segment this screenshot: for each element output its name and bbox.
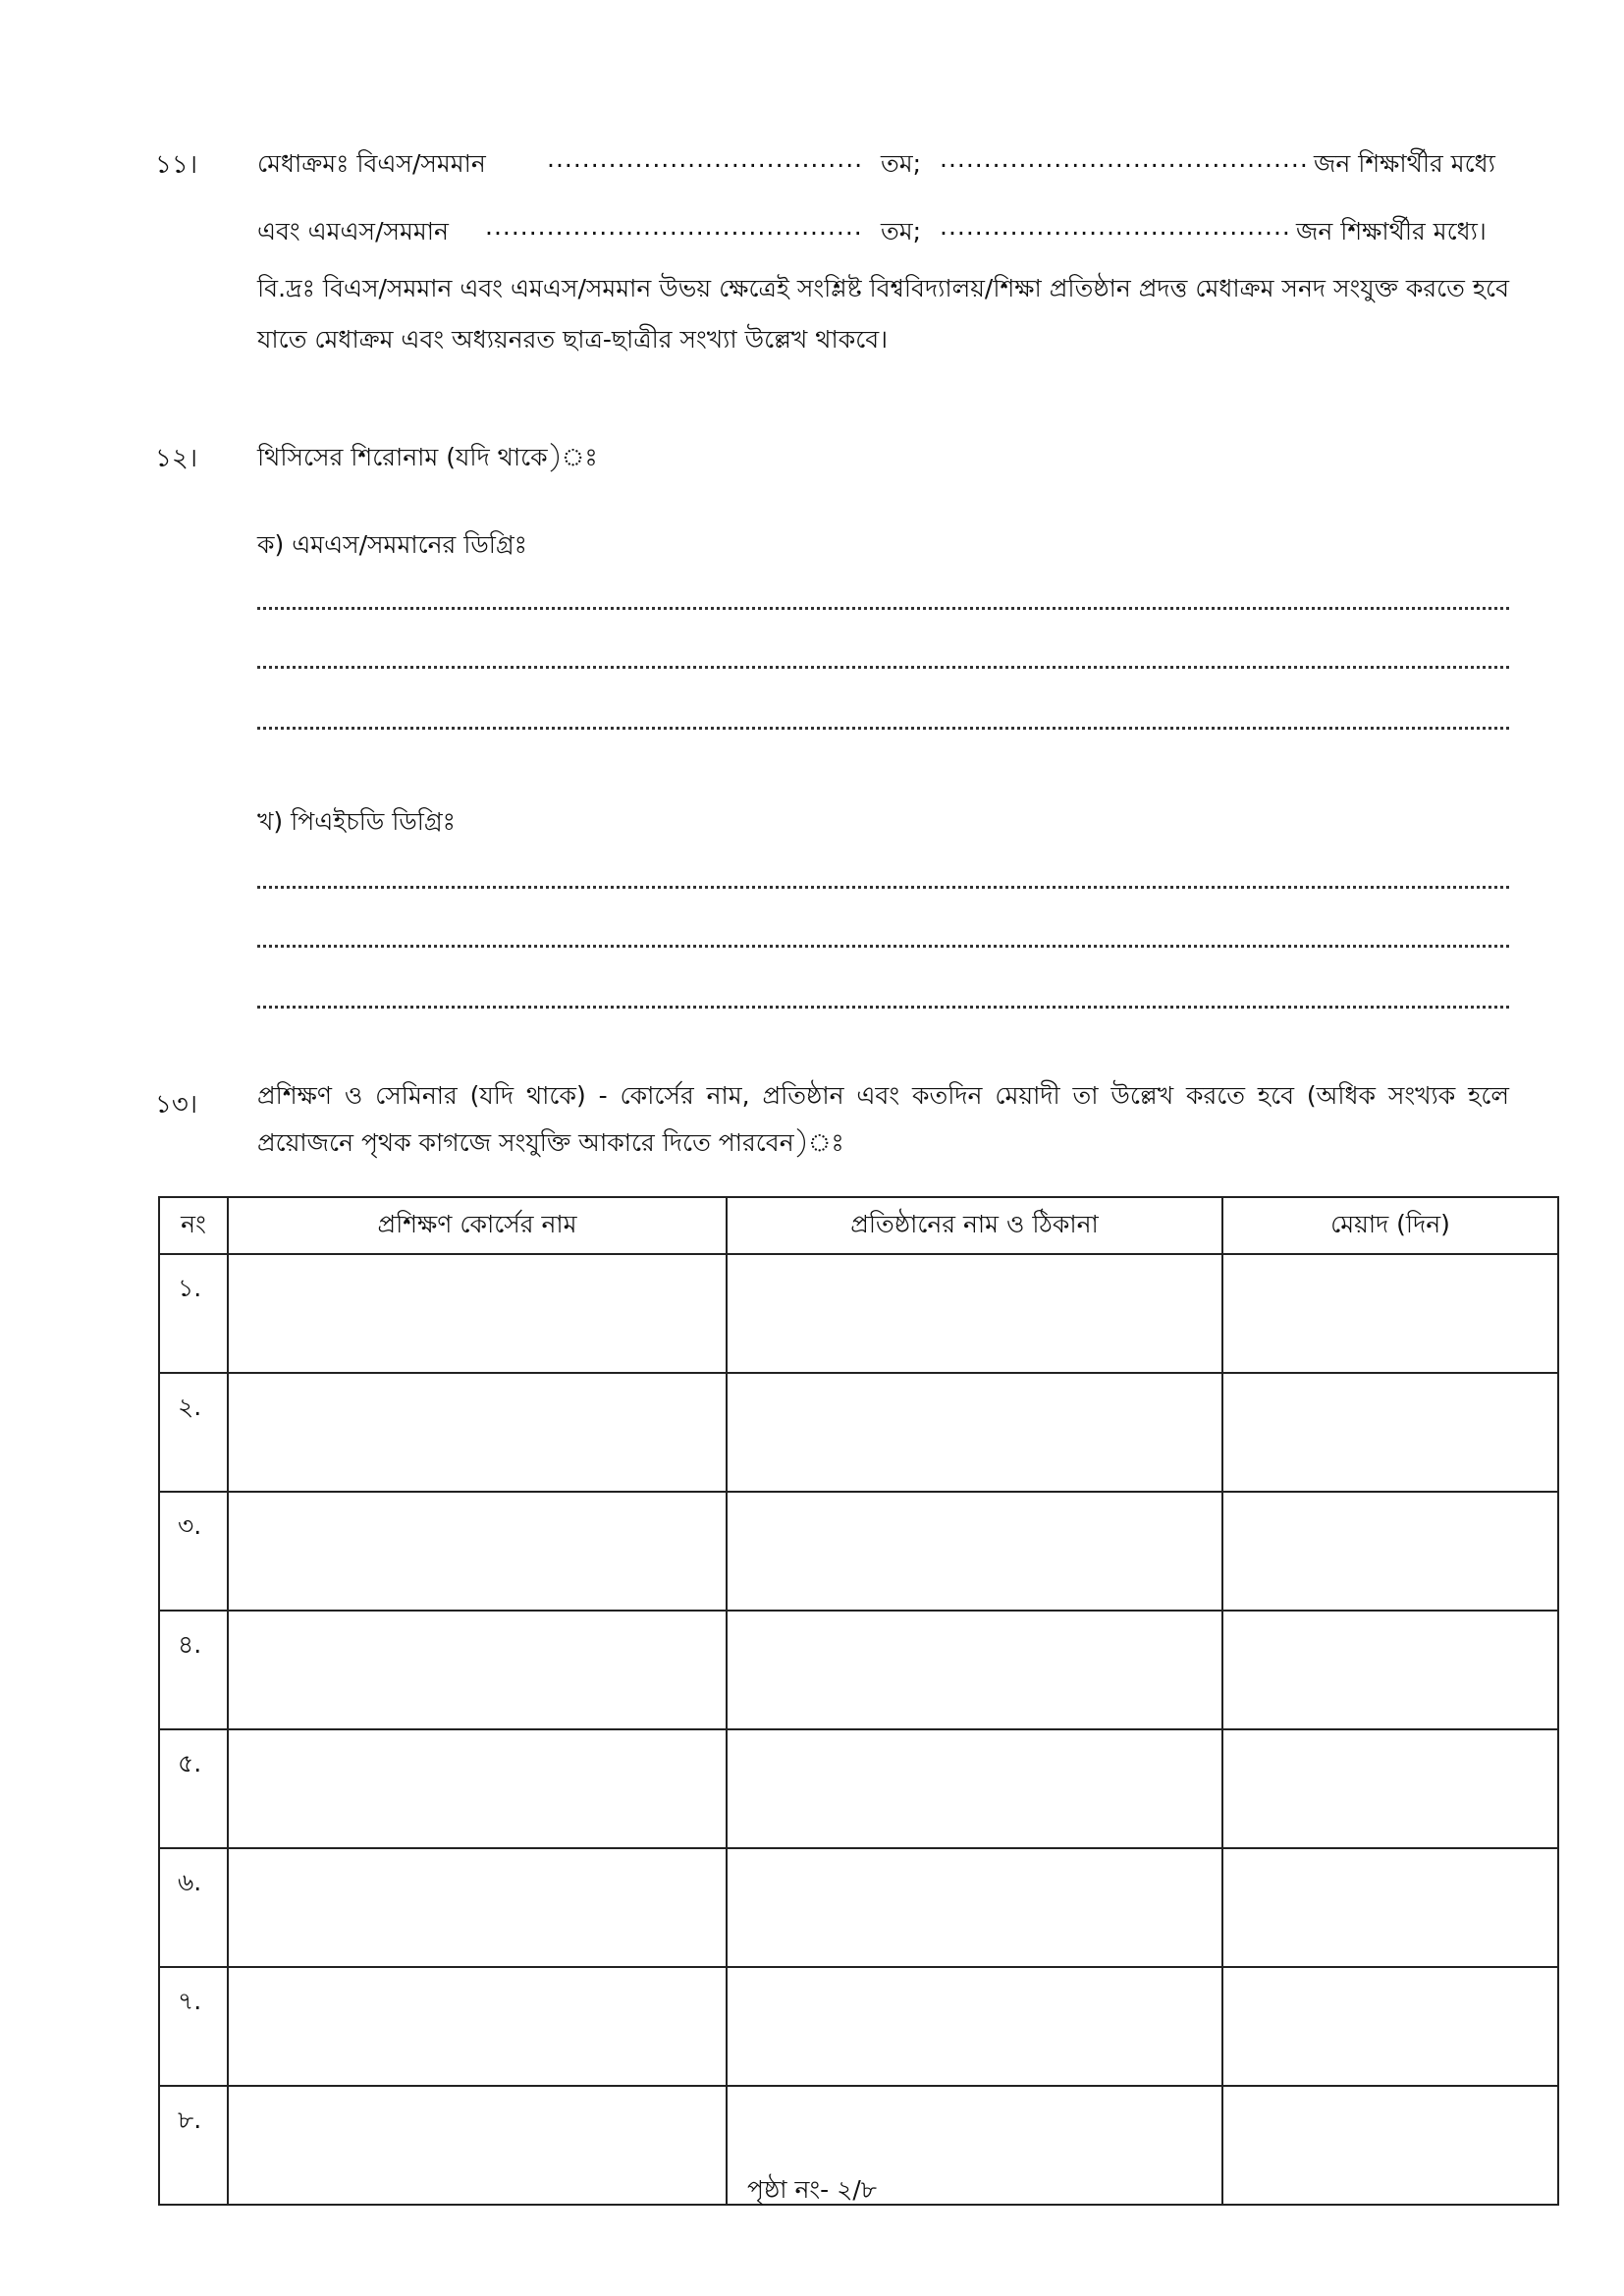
table-row (159, 1373, 1558, 1492)
table-row (159, 1611, 1558, 1729)
institution-cell[interactable] (727, 1848, 1222, 1967)
course-name-cell[interactable] (228, 1611, 727, 1729)
course-name-cell[interactable] (228, 1373, 727, 1492)
phd-thesis-line-2[interactable] (257, 945, 1509, 948)
table-header-row (159, 1197, 1558, 1254)
section-13-number: ১৩। (155, 1090, 198, 1120)
header-serial: নং (159, 1197, 228, 1254)
header-duration: মেয়াদ (দিন) (1222, 1197, 1558, 1254)
course-name-cell[interactable] (228, 1492, 727, 1611)
rank-certificate-note: বি.দ্রঃ বিএস/সমমান এবং এমএস/সমমান উভয় ক্ষেত্রেই সংশ্লিষ্ট বিশ্ববিদ্যালয়/শিক্ষা প্রতিষ্ঠান প্রদত্ত মেধাক্রম সনদ সংযুক্ত করতে হবে যাতে মেধাক্রম এবং অধ্যয়নরত ছাত্র-ছাত্রীর সংখ্যা উল্লেখ থাকবে। (257, 274, 1509, 354)
header-course-name: প্রশিক্ষণ কোর্সের নাম (228, 1197, 727, 1254)
rank-ms-total-suffix: জন শিক্ষার্থীর মধ্যে। (1296, 217, 1487, 246)
institution-cell[interactable] (727, 1254, 1222, 1373)
table-row (159, 1492, 1558, 1611)
section-11-number: ১১। (155, 150, 198, 180)
ms-thesis-line-2[interactable] (257, 666, 1509, 669)
ms-thesis-label: ক) এমএস/সমমানের ডিগ্রিঃ (257, 530, 527, 559)
section-12-number: ১২। (155, 444, 198, 473)
duration-cell[interactable] (1222, 1848, 1558, 1967)
ms-thesis-line-1[interactable] (257, 607, 1509, 610)
rank-bs-total-field[interactable]: .......................................... (940, 144, 1309, 173)
row-serial: ৬. (159, 1848, 228, 1967)
rank-bs-label: মেধাক্রমঃ বিএস/সমমান (257, 149, 486, 178)
training-table (158, 1196, 1559, 2206)
row-serial: ৩. (159, 1492, 228, 1611)
phd-thesis-line-1[interactable] (257, 886, 1509, 889)
duration-cell[interactable] (1222, 1611, 1558, 1729)
rank-bs-total-suffix: জন শিক্ষার্থীর মধ্যে (1314, 149, 1495, 178)
duration-cell[interactable] (1222, 1729, 1558, 1848)
course-name-cell[interactable] (228, 1848, 727, 1967)
row-serial: ৫. (159, 1729, 228, 1848)
rank-ms-position-suffix: তম; (881, 217, 922, 246)
row-serial: ৭. (159, 1967, 228, 2086)
course-name-cell[interactable] (228, 1729, 727, 1848)
table-row (159, 1729, 1558, 1848)
training-instructions: প্রশিক্ষণ ও সেমিনার (যদি থাকে) - কোর্সের নাম, প্রতিষ্ঠান এবং কতদিন মেয়াদী তা উল্লেখ করতে হবে (অধিক সংখ্যক হলে প্রয়োজনে পৃথক কাগজে সংযুক্তি আকারে দিতে পারবেন)ঃ (257, 1081, 1509, 1157)
rank-ms-position-field[interactable]: ........................................... (485, 212, 863, 241)
table-row (159, 1967, 1558, 2086)
row-serial: ২. (159, 1373, 228, 1492)
row-serial: ৮. (159, 2086, 228, 2205)
table-row (159, 1254, 1558, 1373)
ms-thesis-line-3[interactable] (257, 727, 1509, 730)
course-name-cell[interactable] (228, 1254, 727, 1373)
duration-cell[interactable] (1222, 1967, 1558, 2086)
institution-cell[interactable] (727, 1611, 1222, 1729)
institution-cell[interactable] (727, 1729, 1222, 1848)
row-serial: ১. (159, 1254, 228, 1373)
header-institution: প্রতিষ্ঠানের নাম ও ঠিকানা (727, 1197, 1222, 1254)
table-row (159, 1848, 1558, 1967)
institution-cell[interactable] (727, 1967, 1222, 2086)
phd-thesis-line-3[interactable] (257, 1006, 1509, 1009)
institution-cell[interactable] (727, 1373, 1222, 1492)
phd-thesis-label: খ) পিএইচডি ডিগ্রিঃ (257, 807, 457, 836)
duration-cell[interactable] (1222, 1492, 1558, 1611)
rank-bs-position-field[interactable]: .................................... (547, 144, 864, 173)
rank-ms-total-field[interactable]: ........................................ (940, 212, 1291, 241)
page-number: পৃষ্ঠা নং- ২/৮ (746, 2175, 877, 2204)
course-name-cell[interactable] (228, 1967, 727, 2086)
rank-ms-label: এবং এমএস/সমমান (257, 217, 449, 246)
institution-cell[interactable] (727, 1492, 1222, 1611)
rank-bs-position-suffix: তম; (881, 149, 922, 178)
duration-cell[interactable] (1222, 1254, 1558, 1373)
thesis-title-heading: থিসিসের শিরোনাম (যদি থাকে)ঃ (257, 443, 598, 471)
duration-cell[interactable] (1222, 1373, 1558, 1492)
row-serial: ৪. (159, 1611, 228, 1729)
